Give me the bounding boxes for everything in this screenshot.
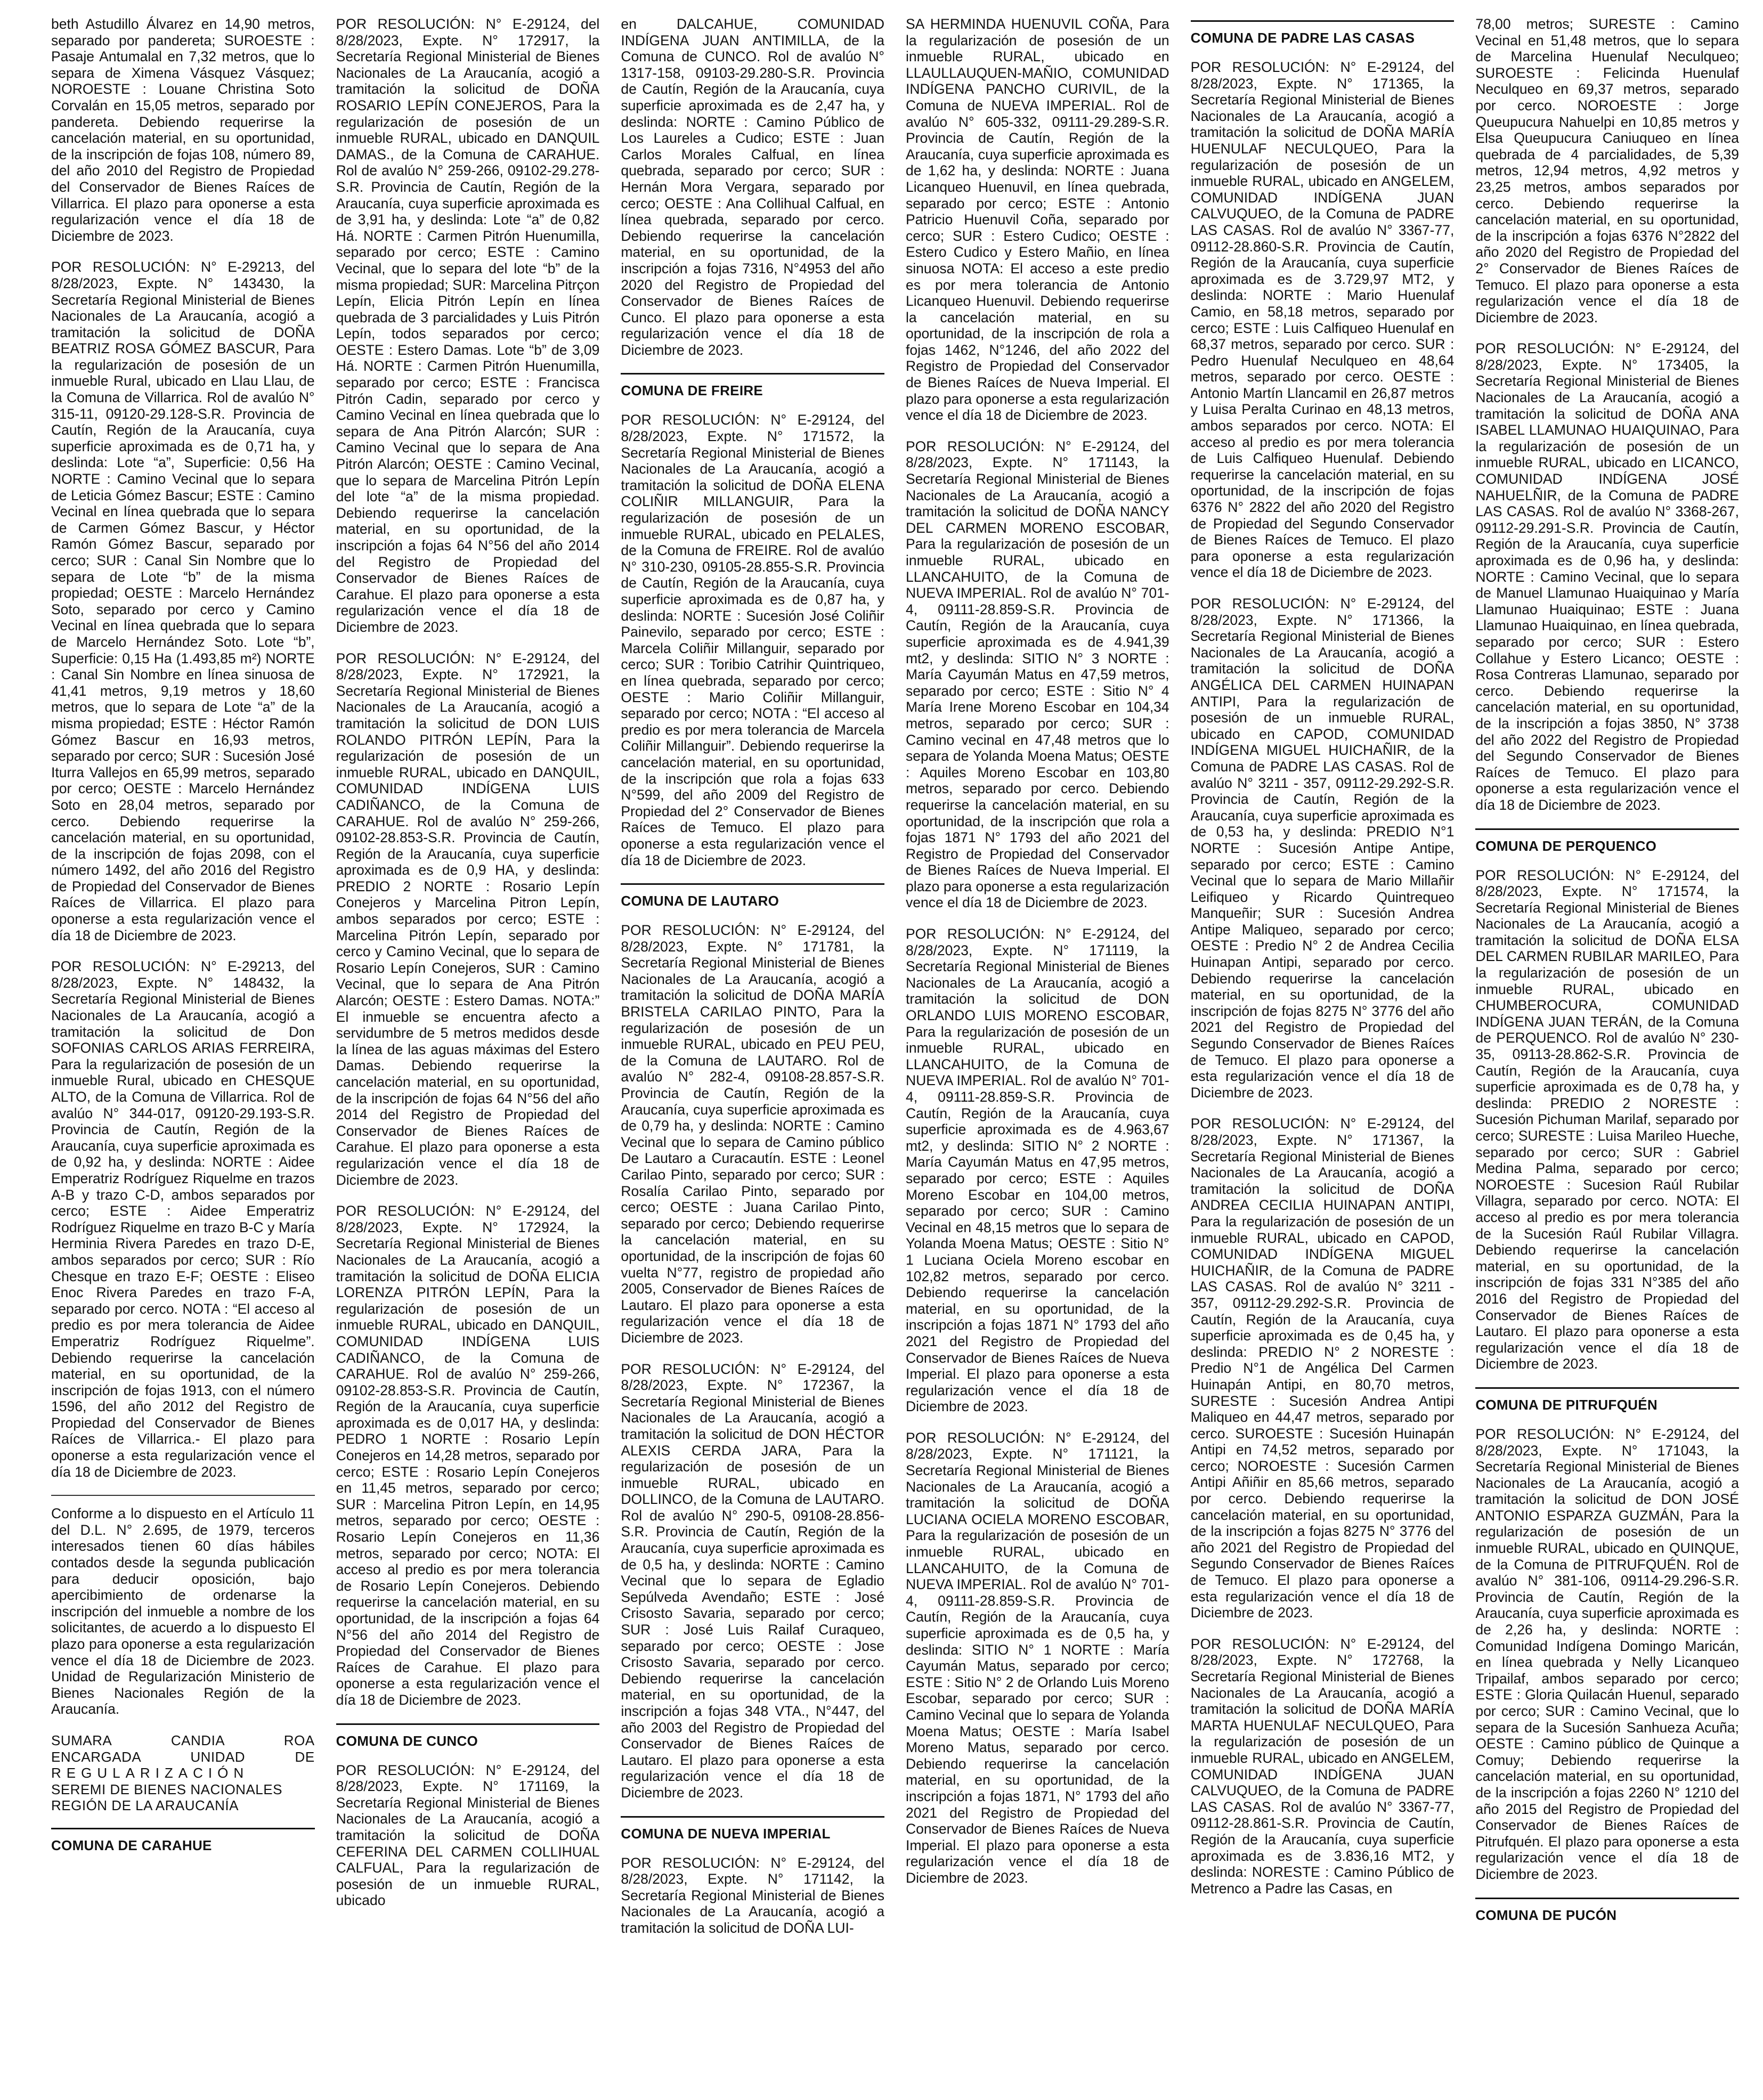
section-heading: COMUNA DE PERQUENCO (1475, 828, 1739, 861)
legal-notice: POR RESOLUCIÓN: N° E-29124, del 8/28/2023, Expte. N° 171366, la Secretaría Regional Ministerial de Bienes Nacionales de La Araucanía, acogió a tramitación la solicitud de DOÑA ANGÉLICA DEL CARMEN HUINAPAN ANTIPI, Para la regularización de posesión de un inmueble RURAL, ubicado en CAPOD, COMUNIDAD INDÍGENA MIGUEL HUICHAÑIR, de la Comuna de PADRE LAS CASAS. Rol de avalúo N° 3211 - 357, 09112-29.292-S.R. Provincia de Cautín, Región de la Araucanía, cuya superficie aproximada es de 0,53 ha, y deslinda: PREDIO N°1 NORTE : Sucesión Antipe Antipe, separado por cerco; ESTE : Camino Vecinal que lo separa de Mario Millañir Leifiqueo y Ricardo Quintrequeo Manqueñir; SUR : Sucesión Andrea Antipe Maliqueo, separado por cerco; OESTE : Predio N° 2 de Andrea Cecilia Huinapan Antipi, separado por cerco. Debiendo requerirse la cancelación material, en su oportunidad, de la inscripción de fojas 8275 N° 3776 del año 2021 del Registro de Propiedad del Segundo Conservador de Bienes Raíces de Temuco. El plazo para oponerse a esta regularización vence el día 18 de Diciembre de 2023. (1190, 596, 1455, 1101)
legal-notice: POR RESOLUCIÓN: N° E-29124, del 8/28/2023, Expte. N° 172367, la Secretaría Regional Ministerial de Bienes Nacionales de La Araucanía, acogió a tramitación la solicitud de DON HÉCTOR ALEXIS CERDA JARA, Para la regularización de posesión de un inmueble RURAL, ubicado en DOLLINCO, de la Comuna de LAUTARO. Rol de avalúo N° 290-5, 09108-28.856-S.R. Provincia de Cautín, Región de la Araucanía, cuya superficie aproximada es de 0,5 ha, y deslinda: NORTE : Camino Vecinal que lo separa de Egladio Sepúlveda Avendaño; ESTE : José Crisosto Savaria, separado por cerco; SUR : José Luis Railaf Curaqueo, separado por cerco; OESTE : Jose Crisosto Savaria, separado por cerco. Debiendo requerirse la cancelación material, en su oportunidad, de la inscripción a fojas 348 VTA., N°447, del año 2003 del Registro de Propiedad del Conservador de Bienes Raíces de Lautaro. El plazo para oponerse a esta regularización vence el día 18 de Diciembre de 2023. (621, 1361, 884, 1801)
column-6 (1472, 16, 1742, 2083)
legal-notice: POR RESOLUCIÓN: N° E-29124, del 8/28/2023, Expte. N° 171574, la Secretaría Regional Ministerial de Bienes Nacionales de La Araucanía, acogió a tramitación la solicitud de DOÑA ELSA DEL CARMEN RUBILAR MARILEO, Para la regularización de posesión de un inmueble RURAL, ubicado en CHUMBEROCURA, COMUNIDAD INDÍGENA JUAN TERÁN, de la Comuna de PERQUENCO. Rol de avalúo N° 230-35, 09113-28.862-S.R. Provincia de Cautín, Región de la Araucanía, cuya superficie aproximada es de 0,78 ha, y deslinda: PREDIO 2 NORESTE : Sucesión Pichuman Marilaf, separado por cerco; SURESTE : Luisa Marileo Hueche, separado por cerco; SUR : Gabriel Medina Palma, separado por cerco; NOROESTE : Sucesion Raúl Rubilar Villagra, separado por cerco. NOTA: El acceso al predio es por mera tolerancia de la Sucesión Raúl Rubilar Villagra. Debiendo requerirse la cancelación material, en su oportunidad, de la inscripción de fojas 331 N°385 del año 2016 del Registro de Propiedad del Conservador de Bienes Raíces de Lautaro. El plazo para oponerse a esta regularización vence el día 18 de Diciembre de 2023. (1475, 867, 1739, 1372)
legal-notice: POR RESOLUCIÓN: N° E-29124, del 8/28/2023, Expte. N° 172924, la Secretaría Regional Ministerial de Bienes Nacionales de La Araucanía, acogió a tramitación la solicitud de DOÑA ELICIA LORENZA PITRÓN LEPÍN, Para la regularización de posesión de un inmueble RURAL, ubicado en DANQUIL, COMUNIDAD INDÍGENA LUIS CADIÑANCO, de la Comuna de CARAHUE. Rol de avalúo N° 259-266, 09102-28.853-S.R. Provincia de Cautín, Región de la Araucanía, cuya superficie aproximada es de 0,017 HA, y deslinda: PEDRO 1 NORTE : Rosario Lepín Conejeros en 14,28 metros, separado por cerco; ESTE : Rosario Lepín Conejeros en 11,45 metros, separado por cerco; SUR : Marcelina Pitron Lepín, en 14,95 metros, separado por cerco; OESTE : Rosario Lepín Conejeros en 11,36 metros, separado por cerco; NOTA: El acceso al predio es por mera tolerancia de Rosario Lepín Conejeros. Debiendo requerirse la cancelación material, en su oportunidad, de la inscripción a fojas 64 N°56 del año 2014 del Registro de Propiedad del Conservador de Bienes Raíces de Carahue. El plazo para oponerse a esta regularización vence el día 18 de Diciembre de 2023. (336, 1203, 600, 1708)
section-heading: COMUNA DE CUNCO (336, 1723, 600, 1756)
column-4 (903, 16, 1173, 2083)
legal-notice: POR RESOLUCIÓN: N° E-29124, del 8/28/2023, Expte. N° 171572, la Secretaría Regional Ministerial de Bienes Nacionales de La Araucanía, acogió a tramitación la solicitud de DOÑA ELENA COLIÑIR MILLANGUIR, Para la regularización de posesión de un inmueble RURAL, ubicado en PELALES, de la Comuna de FREIRE. Rol de avalúo N° 310-230, 09105-28.855-S.R. Provincia de Cautín, Región de la Araucanía, cuya superficie aproximada es de 0,87 ha, y deslinda: NORTE : Sucesión José Coliñir Painevilo, separado por cerco; ESTE : Marcela Coliñir Millanguir, separado por cerco; SUR : Toribio Catrihir Quintriqueo, en línea quebrada, separado por cerco; OESTE : Mario Coliñir Millanguir, separado por cerco; NOTA : “El acceso al predio es por mera tolerancia de Marcela Coliñir Millanguir”. Debiendo requerirse la cancelación material, en su oportunidad, de la inscripción que rola a fojas 633 N°599, del año 2009 del Registro de Propiedad del 2° Conservador de Bienes Raíces de Temuco. El plazo para oponerse a esta regularización vence el día 18 de Diciembre de 2023. (621, 412, 884, 868)
legal-notice: POR RESOLUCIÓN: N° E-29213, del 8/28/2023, Expte. N° 148432, la Secretaría Regional Ministerial de Bienes Nacionales de La Araucanía, acogió a tramitación la solicitud de Don SOFONIAS CARLOS ARIAS FERREIRA, Para la regularización de posesión de un inmueble Rural, ubicado en CHESQUE ALTO, de la Comuna de Villarrica. Rol de avalúo N° 344-017, 09120-29.193-S.R. Provincia de Cautín, Región de la Araucanía, cuya superficie aproximada es de 0,92 ha, y deslinda: NORTE : Aidee Emperatriz Rodríguez Riquelme en trazos A-B y trazo C-D, ambos separados por cerco; ESTE : Aidee Emperatriz Rodríguez Riquelme en trazo B-C y María Herminia Rivera Paredes en trazo D-E, ambos separados por cerco; SUR : Río Chesque en trazo E-F; OESTE : Eliseo Enoc Rivera Paredes en trazo F-A, separado por cerco. NOTA : “El acceso al predio es por mera tolerancia de Aidee Emperatriz Rodríguez Riquelme”. Debiendo requerirse la cancelación material, en su oportunidad, de la inscripción de fojas 1913, con el número 1596, del año 2012 del Registro de Propiedad del Conservador de Bienes Raíces de Villarrica.- El plazo para oponerse a esta regularización vence el día 18 de Diciembre de 2023. (51, 958, 315, 1480)
column-5 (1188, 16, 1458, 2083)
legal-notice: POR RESOLUCIÓN: N° E-29124, del 8/28/2023, Expte. N° 171169, la Secretaría Regional Ministerial de Bienes Nacionales de La Araucanía, acogió a tramitación la solicitud de DOÑA CEFERINA DEL CARMEN COLLIHUAL CALFUAL, Para la regularización de posesión de un inmueble RURAL, ubicado (336, 1762, 600, 1909)
legal-notice: POR RESOLUCIÓN: N° E-29124, del 8/28/2023, Expte. N° 171043, la Secretaría Regional Ministerial de Bienes Nacionales de La Araucanía, acogió a tramitación la solicitud de DON JOSÉ ANTONIO ESPARZA GUZMÁN, Para la regularización de posesión de un inmueble RURAL, ubicado en QUINQUE, de la Comuna de PITRUFQUÉN. Rol de avalúo N° 381-106, 09114-29.296-S.R. Provincia de Cautín, Región de la Araucanía, cuya superficie aproximada es de 2,26 ha, y deslinda: NORTE : Comunidad Indígena Domingo Maricán, en línea quebrada y Nelly Licanqueo Tripailaf, ambos separado por cerco; ESTE : Gloria Quilacán Huenul, separado por cerco; SUR : Camino Vecinal, que lo separa de la Sucesión Sanhueza Acuña; OESTE : Camino público de Quinque a Comuy; Debiendo requerirse la cancelación material, en su oportunidad, de la inscripción a fojas 2260 N° 1210 del año 2015 del Registro de Propiedad del Conservador de Bienes Raíces de Pitrufquén. El plazo para oponerse a esta regularización vence el día 18 de Diciembre de 2023. (1475, 1426, 1739, 1882)
legal-notice: POR RESOLUCIÓN: N° E-29213, del 8/28/2023, Expte. N° 143430, la Secretaría Regional Ministerial de Bienes Nacionales de La Araucanía, acogió a tramitación la solicitud de DOÑA BEATRIZ ROSA GÓMEZ BASCUR, Para la regularización de posesión de un inmueble Rural, ubicado en Llau Llau, de la Comuna de Villarrica. Rol de avalúo N° 315-11, 09120-29.128-S.R. Provincia de Cautín, Región de la Araucanía, cuya superficie aproximada es de 0,71 ha, y deslinda: Lote “a”, Superficie: 0,56 Ha NORTE : Camino Vecinal que lo separa de Leticia Gómez Bascur; ESTE : Camino Vecinal en línea quebrada que lo separa de Carmen Gómez Bascur, y Héctor Ramón Gómez Bascur, separado por cerco; SUR : Canal Sin Nombre que lo separa de Lote “b” de la misma propiedad; OESTE : Marcelo Hernández Soto, separado por cerco y Camino Vecinal en línea quebrada que lo separa de Marcelo Hernández Soto. Lote “b”, Superficie: 0,15 Ha (1.493,85 m²) NORTE : Canal Sin Nombre en línea sinuosa de 41,41 metros, 9,19 metros y 18,60 metros, que lo separa de Lote “a” de la misma propiedad; ESTE : Héctor Ramón Gómez Bascur en 16,93 metros, separado por cerco; SUR : Sucesión José Iturra Vallejos en 65,99 metros, separado por cerco; OESTE : Marcelo Hernández Soto en 28,04 metros, separado por cerco. Debiendo requerirse la cancelación material, en su oportunidad, de la inscripción de fojas 2098, con el número 1492, del año 2016 del Registro de Propiedad del Conservador de Bienes Raíces de Villarrica. El plazo para oponerse a esta regularización vence el día 18 de Diciembre de 2023. (51, 259, 315, 943)
legal-notice: POR RESOLUCIÓN: N° E-29124, del 8/28/2023, Expte. N° 171143, la Secretaría Regional Ministerial de Bienes Nacionales de La Araucanía, acogió a tramitación la solicitud de DOÑA NANCY DEL CARMEN MORENO ESCOBAR, Para la regularización de posesión de un inmueble RURAL, ubicado en LLANCAHUITO, de la Comuna de NUEVA IMPERIAL. Rol de avalúo N° 701-4, 09111-28.859-S.R. Provincia de Cautín, Región de la Araucanía, cuya superficie aproximada es de 4.941,39 mt2, y deslinda: SITIO N° 3 NORTE : María Cayumán Matus en 47,59 metros, separado por cerco; ESTE : Sitio N° 4 María Irene Moreno Escobar en 104,34 metros, separado por cerco; SUR : Camino vecinal en 47,48 metros que lo separa de Yolanda Moena Matus; OESTE : Aquiles Moreno Escobar en 103,80 metros, separado por cerco. Debiendo requerirse la cancelación material, en su oportunidad, de la inscripción que rola a fojas 1871 N° 1793 del año 2021 del Registro de Propiedad del Conservador de Bienes Raíces de Nueva Imperial. El plazo para oponerse a esta regularización vence el día 18 de Diciembre de 2023. (905, 438, 1169, 911)
legal-notice: en DALCAHUE, COMUNIDAD INDÍGENA JUAN ANTIMILLA, de la Comuna de CUNCO. Rol de avalúo N° 1317-158, 09103-29.280-S.R. Provincia de Cautín, Región de la Araucanía, cuya superficie aproximada es de 2,47 ha, y deslinda: NORTE : Camino Público de Los Laureles a Cudico; ESTE : Juan Carlos Morales Calfual, en línea quebrada, separado por cerco; SUR : Hernán Mora Vergara, separado por cerco; OESTE : Ana Collihual Calfual, en línea quebrada, separado por cerco. Debiendo requerirse la cancelación material, en su oportunidad, de la inscripción a fojas 7316, N°4953 del año 2020 del Registro de Propiedad del Conservador de Bienes Raíces de Cunco. El plazo para oponerse a esta regularización vence el día 18 de Diciembre de 2023. (621, 16, 884, 358)
section-heading: COMUNA DE PITRUFQUÉN (1475, 1387, 1739, 1420)
section-divider (51, 1495, 315, 1496)
legal-notice: POR RESOLUCIÓN: N° E-29124, del 8/28/2023, Expte. N° 171781, la Secretaría Regional Ministerial de Bienes Nacionales de La Araucanía, acogió a tramitación la solicitud de DOÑA MARÍA BRISTELA CARILAO PINTO, Para la regularización de posesión de un inmueble RURAL, ubicado en PEU PEU, de la Comuna de LAUTARO. Rol de avalúo N° 282-4, 09108-28.857-S.R. Provincia de Cautín, Región de la Araucanía, cuya superficie aproximada es de 0,79 ha, y deslinda: NORTE : Camino Vecinal que lo separa de Camino público De Lautaro a Curacautín. ESTE : Leonel Carilao Pinto, separado por cerco; SUR : Rosalía Carilao Pinto, separado por cerco; OESTE : Juana Carilao Pinto, separado por cerco; Debiendo requerirse la cancelación material, en su oportunidad, de la inscripción de fojas 60 vuelta N°77, registro de propiedad año 2005, Conservador de Bienes Raíces de Lautaro. El plazo para oponerse a esta regularización vence el día 18 de Diciembre de 2023. (621, 922, 884, 1346)
section-heading: COMUNA DE LAUTARO (621, 883, 884, 916)
signature-line: REGULARIZACIÓN (51, 1765, 249, 1781)
column-1 (48, 16, 318, 2083)
signature-line: SEREMI DE BIENES NACIONALES (51, 1781, 282, 1797)
legal-notice: POR RESOLUCIÓN: N° E-29124, del 8/28/2023, Expte. N° 173405, la Secretaría Regional Ministerial de Bienes Nacionales de La Araucanía, acogió a tramitación la solicitud de DOÑA ANA ISABEL LLAMUNAO HUAIQUINAO, Para la regularización de posesión de un inmueble RURAL, ubicado en LICANCO, COMUNIDAD INDÍGENA JOSÉ NAHUELÑIR, de la Comuna de PADRE LAS CASAS. Rol de avalúo N° 3368-267, 09112-29.291-S.R. Provincia de Cautín, Región de la Araucanía, cuya superficie aproximada es de 0,96 ha, y deslinda: NORTE : Camino Vecinal, que lo separa de Manuel Llamunao Huaiquinao y María Llamunao Huaiquinao; ESTE : Juana Llamunao Huaiquinao, en línea quebrada, separado por cerco; SUR : Estero Collahue y Estero Licanco; OESTE : Rosa Contreras Llamunao, separado por cerco. Debiendo requerirse la cancelación material, en su oportunidad, de la inscripción a fojas 3850, N° 3738 del año 2022 del Registro de Propiedad del Segundo Conservador de Bienes Raíces de Temuco. El plazo para oponerse a esta regularización vence el día 18 de Diciembre de 2023. (1475, 340, 1739, 813)
legal-notice: POR RESOLUCIÓN: N° E-29124, del 8/28/2023, Expte. N° 171365, la Secretaría Regional Ministerial de Bienes Nacionales de La Araucanía, acogió a tramitación la solicitud de DOÑA MARÍA HUENULAF NECULQUEO, Para la regularización de posesión de un inmueble RURAL, ubicado en ANGELEM, COMUNIDAD INDÍGENA JUAN CALVUQUEO, de la Comuna de PADRE LAS CASAS. Rol de avalúo N° 3367-77, 09112-28.860-S.R. Provincia de Cautín, Región de la Araucanía, cuya superficie aproximada es de 3.729,97 MT2, y deslinda: NORTE : Mario Huenulaf Camio, en 58,18 metros, separado por cerco; ESTE : Luis Calfiqueo Huenulaf en 68,37 metros, separado por cerco. SUR : Pedro Huenulaf Neculqueo en 48,64 metros, separado por cerco. OESTE : Antonio Martín Llancamil en 26,87 metros y Luisa Peralta Curinao en 48,13 metros, ambos separados por cerco. NOTA: El acceso al predio es por mera tolerancia de Luis Calfiqueo Huenulaf. Debiendo requerirse la cancelación material, en su oportunidad, de la inscripción de fojas 6376 N° 2822 del año 2020 del Registro de Propiedad del Segundo Conservador de Bienes Raíces de Temuco. El plazo para oponerse a esta regularización vence el día 18 de Diciembre de 2023. (1190, 59, 1455, 581)
section-heading: COMUNA DE CARAHUE (51, 1828, 315, 1860)
legal-notice: beth Astudillo Álvarez en 14,90 metros, separado por pandereta; SUROESTE : Pasaje Antumalal en 7,32 metros, que lo separa de Ximena Vásquez Vásquez; NOROESTE : Louane Christina Soto Corvalán en 15,05 metros, separado por pandereta. Debiendo requerirse la cancelación material, en su oportunidad, de la inscripción de fojas 108, número 89, del año 2010 del Registro de Propiedad del Conservador de Bienes Raíces de Villarrica. El plazo para oponerse a esta regularización vence el día 18 de Diciembre de 2023. (51, 16, 315, 244)
legal-notice: POR RESOLUCIÓN: N° E-29124, del 8/28/2023, Expte. N° 171142, la Secretaría Regional Ministerial de Bienes Nacionales de La Araucanía, acogió a tramitación la solicitud de DOÑA LUI- (621, 1854, 884, 1936)
legal-notice: POR RESOLUCIÓN: N° E-29124, del 8/28/2023, Expte. N° 171367, la Secretaría Regional Ministerial de Bienes Nacionales de La Araucanía, acogió a tramitación la solicitud de DOÑA ANDREA CECILIA HUINAPAN ANTIPI, Para la regularización de posesión de un inmueble RURAL, ubicado en CAPOD, COMUNIDAD INDÍGENA MIGUEL HUICHAÑIR, de la Comuna de PADRE LAS CASAS. Rol de avalúo N° 3211 - 357, 09112-29.292-S.R. Provincia de Cautín, Región de la Araucanía, cuya superficie aproximada es de 0,45 ha, y deslinda: PREDIO N° 2 NORESTE : Predio N°1 de Angélica Del Carmen Huinapán Antipi, en 80,70 metros, SURESTE : Sucesión Andrea Antipi Maliqueo en 44,47 metros, separado por cerco. SUROESTE : Sucesión Huinapán Antipi en 74,52 metros, separado por cerco; NOROESTE : Sucesión Carmen Antipi Añiñir en 85,66 metros, separado por cerco. Debiendo requerirse la cancelación material, en su oportunidad, de la inscripción a fojas 8275 N° 3776 del año 2021 del Registro de Propiedad del Segundo Conservador de Bienes Raíces de Temuco. El plazo para oponerse a esta regularización vence el día 18 de Diciembre de 2023. (1190, 1116, 1455, 1621)
legal-notice: POR RESOLUCIÓN: N° E-29124, del 8/28/2023, Expte. N° 171121, la Secretaría Regional Ministerial de Bienes Nacionales de La Araucanía, acogió a tramitación la solicitud de DOÑA LUCIANA OCIELA MORENO ESCOBAR, Para la regularización de posesión de un inmueble RURAL, ubicado en LLANCAHUITO, de la Comuna de NUEVA IMPERIAL. Rol de avalúo N° 701-4, 09111-28.859-S.R. Provincia de Cautín, Región de la Araucanía, cuya superficie aproximada es de 0,5 ha, y deslinda: SITIO N° 1 NORTE : María Cayumán Matus, separado por cerco; ESTE : Sitio N° 2 de Orlando Luis Moreno Escobar, separado por cerco; SUR : Camino Vecinal que lo separa de Yolanda Moena Matus; OESTE : María Isabel Moreno Matus, separado por cerco. Debiendo requerirse la cancelación material, en su oportunidad, de la inscripción a fojas 1871, N° 1793 del año 2021 del Registro de Propiedad del Conservador de Bienes Raíces de Nueva Imperial. El plazo para oponerse a esta regularización vence el día 18 de Diciembre de 2023. (905, 1429, 1169, 1886)
legal-notice: SA HERMINDA HUENUVIL COÑA, Para la regularización de posesión de un inmueble RURAL, ubicado en LLAULLAUQUEN-MAÑIO, COMUNIDAD INDÍGENA PANCHO CURIVIL, de la Comuna de NUEVA IMPERIAL. Rol de avalúo N° 605-332, 09111-29.289-S.R. Provincia de Cautín, Región de la Araucanía, cuya superficie aproximada es de 1,62 ha, y deslinda: NORTE : Juana Licanqueo Huenuvil, en línea quebrada, separado por cerco; ESTE : Antonio Patricio Huenuvil Coña, separado por cerco; SUR : Estero Cudico; OESTE : Estero Cudico y Estero Mañio, en línea sinuosa NOTA: El acceso a este predio es por mera tolerancia de Antonio Licanqueo Huenuvil. Debiendo requerirse la cancelación material, en su oportunidad, de la inscripción de rola a fojas 1462, N°1246, del año 2022 del Registro de Propiedad del Conservador de Bienes Raíces de Nueva Imperial. El plazo para oponerse a esta regularización vence el día 18 de Diciembre de 2023. (905, 16, 1169, 424)
legal-notice: POR RESOLUCIÓN: N° E-29124, del 8/28/2023, Expte. N° 171119, la Secretaría Regional Ministerial de Bienes Nacionales de La Araucanía, acogió a tramitación la solicitud de DON ORLANDO LUIS MORENO ESCOBAR, Para la regularización de posesión de un inmueble RURAL, ubicado en LLANCAHUITO, de la Comuna de NUEVA IMPERIAL. Rol de avalúo N° 701-4, 09111-28.859-S.R. Provincia de Cautín, Región de la Araucanía, cuya superficie aproximada es de 4.963,67 mt2, y deslinda: SITIO N° 2 NORTE : María Cayumán Matus en 47,95 metros, separado por cerco; ESTE : Aquiles Moreno Escobar en 104,00 metros, separado por cerco; SUR : Camino Vecinal en 48,15 metros que lo separa de Yolanda Moena Matus; OESTE : Sitio N° 1 Luciana Ociela Moreno escobar en 102,82 metros, separado por cerco. Debiendo requerirse la cancelación material, en su oportunidad, de la inscripción a fojas 1871 N° 1793 del año 2021 del Registro de Propiedad del Conservador de Bienes Raíces de Nueva Imperial. El plazo para oponerse a esta regularización vence el día 18 de Diciembre de 2023. (905, 926, 1169, 1415)
legal-notice: 78,00 metros; SURESTE : Camino Vecinal en 51,48 metros, que lo separa de Marcelina Huenulaf Neculqueo; SUROESTE : Felicinda Huenulaf Neculqueo en 69,37 metros, separado por cerco. NOROESTE : Jorge Queupucura Nahuelpi en 10,85 metros y Elsa Queupucura Caniuqueo en línea quebrada de 4 parcialidades, de 5,39 metros, 12,94 metros, 4,92 metros y 23,25 metros, ambos separados por cerco. Debiendo requerirse la cancelación material, en su oportunidad, de la inscripción a fojas 6376 N°2822 del año 2020 del Registro de Propiedad del 2° Conservador de Bienes Raíces de Temuco. El plazo para oponerse a esta regularización vence el día 18 de Diciembre de 2023. (1475, 16, 1739, 325)
signature-line: REGIÓN DE LA ARAUCANÍA (51, 1797, 239, 1814)
signature-line: ENCARGADA UNIDAD DE (51, 1748, 315, 1765)
section-heading: COMUNA DE PUCÓN (1475, 1898, 1739, 1930)
legal-notice: POR RESOLUCIÓN: N° E-29124, del 8/28/2023, Expte. N° 172917, la Secretaría Regional Ministerial de Bienes Nacionales de La Araucanía, acogió a tramitación la solicitud de DOÑA ROSARIO LEPÍN CONEJEROS, Para la regularización de posesión de un inmueble RURAL, ubicado en DANQUIL DAMAS., de la Comuna de CARAHUE. Rol de avalúo N° 259-266, 09102-29.278-S.R. Provincia de Cautín, Región de la Araucanía, cuya superficie aproximada es de 3,91 ha, y deslinda: Lote “a” de 0,82 Há. NORTE : Carmen Pitrón Huenumilla, separado por cerco; ESTE : Camino Vecinal, que lo separa del lote “b” de la misma propiedad; SUR: Marcelina Pitrçon Lepín, Elicia Pitrón Lepín en línea quebrada de 3 parcialidades y Luis Pitrón Lepín, todos separados por cerco; OESTE : Estero Damas. Lote “b” de 3,09 Há. NORTE : Carmen Pitrón Huenumilla, separado por cerco; ESTE : Francisca Pitrón Cadin, separado por cerco y Camino Vecinal en línea quebrada que lo separa de Ana Pitrón Alarcón; SUR : Camino Vecinal que lo separa de Ana Pitrón Alarcón; OESTE : Camino Vecinal, que lo separa de Marcelina Pitrón Lepín del lote “a” de la misma propiedad. Debiendo requerirse la cancelación material, en su oportunidad, de la inscripción a fojas 64 N°56 del año 2014 del Registro de Propiedad del Conservador de Bienes Raíces de Carahue. El plazo para oponerse a esta regularización vence el día 18 de Diciembre de 2023. (336, 16, 600, 635)
signature-line: SUMARA CANDIA ROA (51, 1732, 315, 1748)
column-2 (333, 16, 603, 2083)
legal-notice: POR RESOLUCIÓN: N° E-29124, del 8/28/2023, Expte. N° 172768, la Secretaría Regional Ministerial de Bienes Nacionales de La Araucanía, acogió a tramitación la solicitud de DOÑA MARÍA MARTA HUENULAF NECULQUEO, Para la regularización de posesión de un inmueble RURAL, ubicado en ANGELEM, COMUNIDAD INDÍGENA JUAN CALVUQUEO, de la Comuna de PADRE LAS CASAS. Rol de avalúo N° 3367-77, 09112-28.861-S.R. Provincia de Cautín, Región de la Araucanía, cuya superficie aproximada es de 3.836,16 MT2, y deslinda: NORESTE : Camino Público de Metrenco a Padre las Casas, en (1190, 1635, 1455, 1896)
legal-notice: POR RESOLUCIÓN: N° E-29124, del 8/28/2023, Expte. N° 172921, la Secretaría Regional Ministerial de Bienes Nacionales de La Araucanía, acogió a tramitación la solicitud de DON LUIS ROLANDO PITRÓN LEPÍN, Para la regularización de posesión de un inmueble RURAL, ubicado en DANQUIL, COMUNIDAD INDÍGENA LUIS CADIÑANCO, de la Comuna de CARAHUE. Rol de avalúo N° 259-266, 09102-28.853-S.R. Provincia de Cautín, Región de la Araucanía, cuya superficie aproximada es de 0,9 HA, y deslinda: PREDIO 2 NORTE : Rosario Lepín Conejeros y Marcelina Pitron Lepín, ambos separados por cerco; ESTE : Marcelina Pitrón Lepín, separado por cerco y Camino Vecinal, que lo separa de Rosario Lepín Conejeros, SUR : Camino Vecinal, que lo separa de Ana Pitrón Alarcón; OESTE : Estero Damas. NOTA:” El inmueble se encuentra afecto a servidumbre de 5 metros medidos desde la línea de las aguas máximas del Estero Damas. Debiendo requerirse la cancelación material, en su oportunidad, de la inscripción de fojas 64 N°56 del año 2014 del Registro de Propiedad del Conservador de Bienes Raíces de Carahue. El plazo para oponerse a esta regularización vence el día 18 de Diciembre de 2023. (336, 650, 600, 1188)
section-heading: COMUNA DE NUEVA IMPERIAL (621, 1816, 884, 1849)
section-heading: COMUNA DE PADRE LAS CASAS (1191, 20, 1455, 53)
newspaper-page (48, 16, 1742, 2083)
section-heading: COMUNA DE FREIRE (621, 373, 884, 405)
signature-block (51, 1732, 315, 1814)
column-3 (618, 16, 888, 2083)
closing-paragraph: Conforme a lo dispuesto en el Artículo 11 del D.L. N° 2.695, de 1979, terceros interesados tienen 60 días hábiles contados desde la segunda publicación para deducir oposición, bajo apercibimiento de ordenarse la inscripción del inmueble a nombre de los solicitantes, de acuerdo a lo dispuesto El plazo para oponerse a esta regularización vence el día 18 de Diciembre de 2023. Unidad de Regularización Ministerio de Bienes Nacionales Región de la Araucanía. (51, 1505, 315, 1718)
